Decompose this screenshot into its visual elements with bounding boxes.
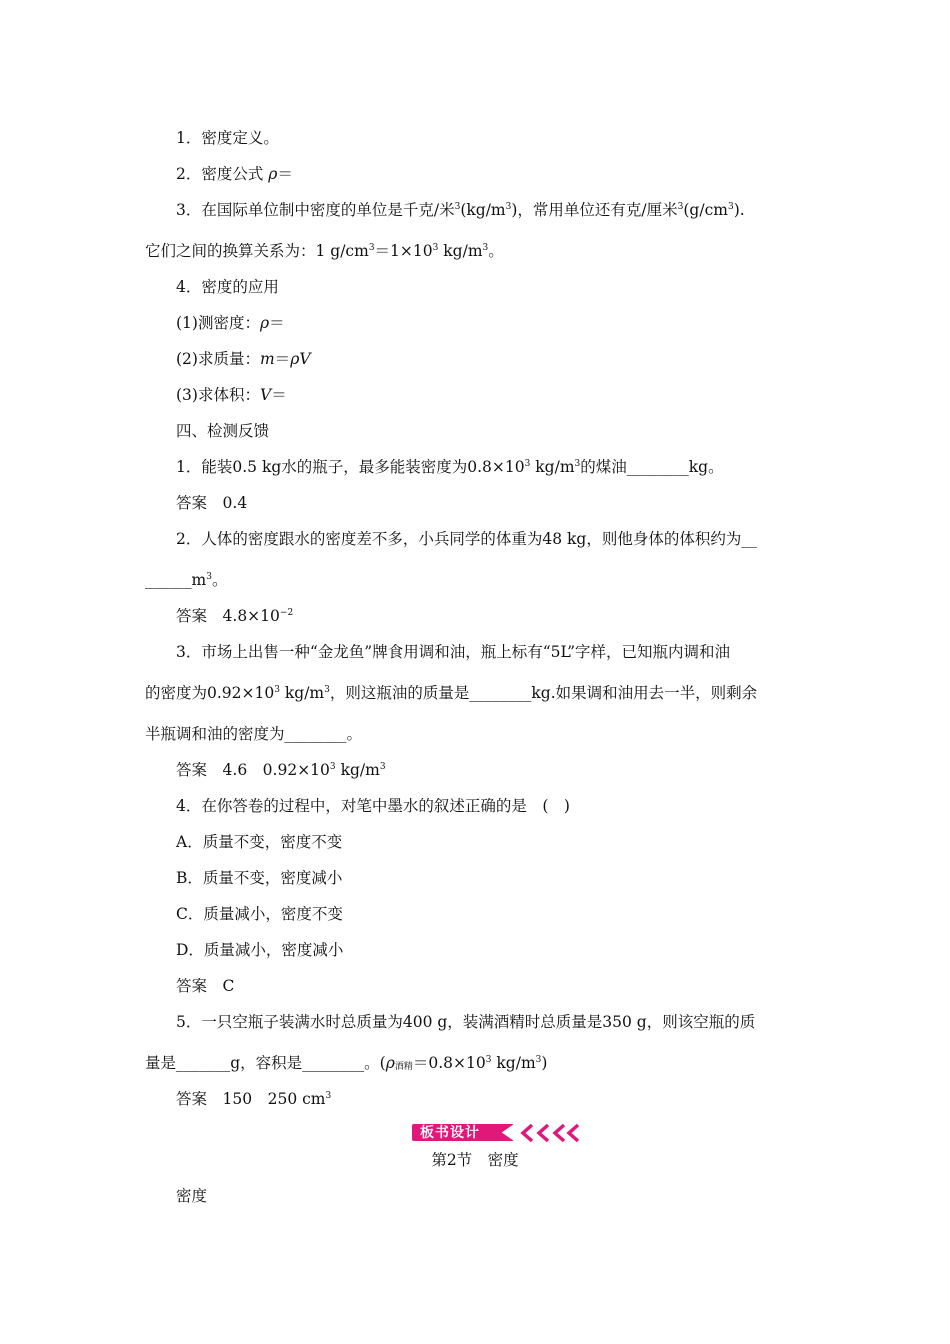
text: kg/m <box>279 684 325 702</box>
text: ＝0.8×10 <box>412 1054 486 1072</box>
question-2-line2 <box>145 570 227 590</box>
summary-item-2 <box>176 164 293 184</box>
question-5-line1: 5．一只空瓶子装满水时总质量为400 g，装满酒精时总质量是350 g，则该空瓶的质 <box>176 1013 756 1031</box>
superscript: 3 <box>524 459 531 469</box>
superscript: 3 <box>379 762 386 772</box>
text: 的煤油________kg。 <box>580 458 724 476</box>
volume-symbol: V <box>259 386 272 404</box>
subscript: 酒精 <box>394 1062 413 1072</box>
text: (1)测密度： <box>176 314 260 332</box>
rho-symbol: ρ <box>385 1054 395 1072</box>
question-4-stem: 4．在你答卷的过程中，对笔中墨水的叙述正确的是 ( ) <box>176 797 570 815</box>
text: ＝1×10 <box>374 242 433 260</box>
section-heading: 四、检测反馈 <box>176 422 270 440</box>
answer-label: 答案 <box>176 761 208 779</box>
superscript: 3 <box>482 243 489 253</box>
superscript: 3 <box>206 572 212 582</box>
text: kg/m <box>438 242 483 260</box>
text: 1．能装0.5 kg水的瓶子，最多能装密度为0.8×10 <box>176 458 525 476</box>
answer-label: 答案 <box>176 494 208 512</box>
superscript: 3 <box>505 202 512 212</box>
answer-value: 150 250 cm <box>222 1090 326 1108</box>
option-c: C．质量减小，密度不变 <box>176 905 343 923</box>
answer-2 <box>176 606 293 626</box>
superscript: 3 <box>485 1055 492 1065</box>
text: 。 <box>211 571 228 589</box>
text: ). <box>733 201 745 219</box>
summary-item-3-line2 <box>145 241 504 261</box>
text: (3)求体积： <box>176 386 260 404</box>
text: ＝ <box>274 350 291 368</box>
superscript: 3 <box>432 243 439 253</box>
answer-1 <box>176 493 247 513</box>
summary-item-1: 1．密度定义。 <box>176 129 279 147</box>
board-title: 第2节 密度 <box>431 1151 519 1169</box>
text: 3．在国际单位制中密度的单位是千克/米 <box>176 201 455 219</box>
option-a: A．质量不变，密度不变 <box>176 833 343 851</box>
superscript: 3 <box>574 459 581 469</box>
answer-label: 答案 <box>176 1090 208 1108</box>
text: 2．密度公式 <box>176 165 269 183</box>
question-5-line2 <box>145 1053 547 1077</box>
application-3 <box>176 385 287 405</box>
application-1 <box>176 313 285 333</box>
text: kg/m <box>491 1054 536 1072</box>
text: 的密度为0.92×10 <box>145 684 275 702</box>
chevrons-left-icon <box>516 1123 580 1143</box>
superscript: 3 <box>324 685 330 695</box>
superscript: −2 <box>279 608 294 618</box>
superscript: 3 <box>325 1091 332 1101</box>
answer-label: 答案 <box>176 607 208 625</box>
answer-value: C <box>222 977 235 995</box>
answer-label: 答案 <box>176 977 208 995</box>
answer-value: 4.8×10 <box>222 607 280 625</box>
summary-item-3-line1 <box>176 200 745 220</box>
superscript: 3 <box>727 202 734 212</box>
answer-5 <box>176 1089 331 1109</box>
text: ＝ <box>277 165 293 183</box>
text: ) <box>541 1054 548 1072</box>
superscript: 3 <box>274 685 280 695</box>
text: (kg/m <box>460 201 506 219</box>
text: (g/cm <box>683 201 728 219</box>
question-3-line2 <box>145 683 757 703</box>
question-1 <box>176 457 724 477</box>
summary-item-4: 4．密度的应用 <box>176 278 279 296</box>
question-3-line1: 3．市场上出售一种“金龙鱼”牌食用调和油，瓶上标有“5L”字样，已知瓶内调和油 <box>176 643 730 661</box>
rho-symbol: ρ <box>290 350 300 368</box>
volume-symbol: V <box>299 350 311 368</box>
mass-symbol: m <box>259 350 275 368</box>
superscript: 3 <box>329 762 336 772</box>
text: ______m <box>145 571 207 589</box>
rho-symbol: ρ <box>268 165 278 183</box>
text: ＝ <box>271 386 287 404</box>
banner-label: 板书设计 <box>420 1125 480 1141</box>
text: (2)求质量： <box>176 350 260 368</box>
board-body: 密度 <box>176 1187 208 1205</box>
text: kg/m <box>530 458 575 476</box>
text: ＝ <box>269 314 285 332</box>
answer-4 <box>176 976 234 996</box>
text: 。 <box>488 242 504 260</box>
answer-value: 4.6 0.92×10 <box>222 761 330 779</box>
superscript: 3 <box>454 202 461 212</box>
question-3-line3: 半瓶调和油的密度为________。 <box>145 725 363 743</box>
answer-3 <box>176 760 386 780</box>
superscript: 3 <box>677 202 684 212</box>
question-2-line1: 2．人体的密度跟水的密度差不多，小兵同学的体重为48 kg，则他身体的体积约为__ <box>176 530 757 548</box>
rho-symbol: ρ <box>259 314 270 332</box>
option-b: B．质量不变，密度减小 <box>176 869 343 887</box>
superscript: 3 <box>535 1055 542 1065</box>
board-design-banner <box>412 1123 578 1143</box>
superscript: 3 <box>368 243 375 253</box>
answer-value: 0.4 <box>222 494 248 512</box>
option-d: D．质量减小，密度减小 <box>176 941 344 959</box>
text: 量是_______g，容积是________。( <box>145 1054 386 1072</box>
application-2 <box>176 349 311 369</box>
text: kg/m <box>335 761 380 779</box>
text: )，常用单位还有克/厘米 <box>511 201 678 219</box>
text: ，则这瓶油的质量是________kg.如果调和油用去一半，则剩余 <box>329 684 758 702</box>
text: 它们之间的换算关系为：1 g/cm <box>145 242 369 260</box>
